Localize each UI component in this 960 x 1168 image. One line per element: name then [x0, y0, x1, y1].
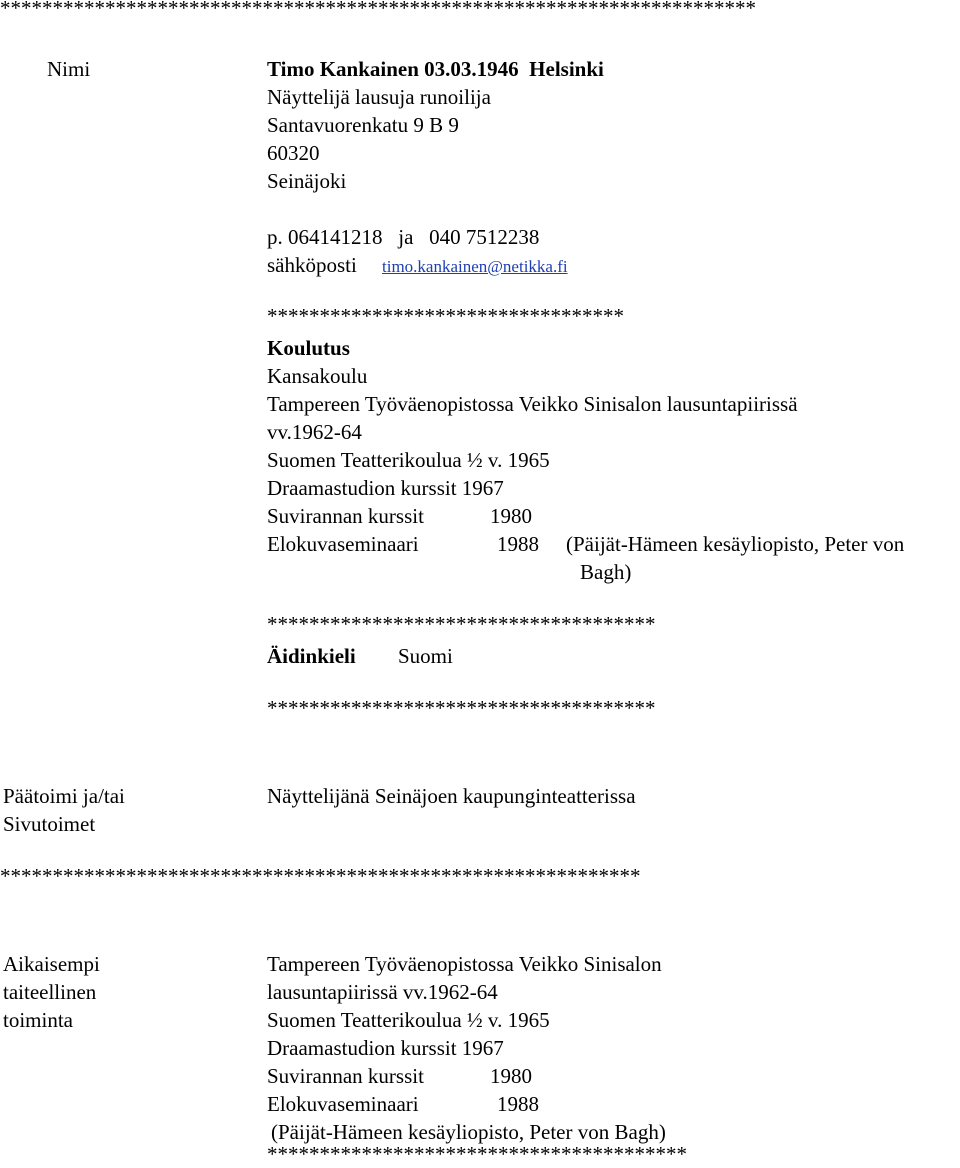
education-item: vv.1962-64 — [267, 420, 362, 444]
aikaisempi-label: Aikaisempi — [3, 952, 100, 976]
separator-stars-2: ************************************* — [267, 612, 656, 636]
activity-item: Draamastudion kurssit 1967 — [267, 1036, 504, 1060]
paatoimi-label: Päätoimi ja/tai — [3, 784, 125, 808]
education-item-note-cont: Bagh) — [580, 560, 632, 584]
education-item: Draamastudion kurssit 1967 — [267, 476, 504, 500]
activity-item-name: Suvirannan kurssit — [267, 1064, 424, 1088]
activity-item-year: 1988 — [497, 1092, 539, 1116]
sivutoimet-label: Sivutoimet — [3, 812, 96, 836]
education-item-year: 1988 — [497, 532, 539, 556]
education-item: Tampereen Työväenopistossa Veikko Sinisalon lausuntapiirissä — [267, 392, 798, 416]
education-item: Suomen Teatterikoulua ½ v. 1965 — [267, 448, 550, 472]
activity-item: lausuntapiirissä vv.1962-64 — [267, 980, 498, 1004]
separator-stars-4: ************************************************************* — [0, 864, 641, 888]
profession: Näyttelijä lausuja runoilija — [267, 85, 491, 109]
name-line: Timo Kankainen 03.03.1946 Helsinki — [267, 57, 604, 81]
email-link[interactable]: timo.kankainen@netikka.fi — [382, 257, 568, 276]
postal-code: 60320 — [267, 141, 320, 165]
separator-stars-3: ************************************* — [267, 696, 656, 720]
email-label: sähköposti — [267, 253, 357, 277]
separator-stars-5: **************************************** — [267, 1142, 687, 1166]
paatoimi-value: Näyttelijänä Seinäjoen kaupunginteatterissa — [267, 784, 636, 808]
activity-item: Suomen Teatterikoulua ½ v. 1965 — [267, 1008, 550, 1032]
education-item-name: Elokuvaseminaari — [267, 532, 419, 556]
phone-numbers: p. 064141218 ja 040 7512238 — [267, 225, 540, 249]
activity-item: Tampereen Työväenopistossa Veikko Sinisalon — [267, 952, 662, 976]
separator-stars-1: ********************************** — [267, 304, 624, 328]
separator-stars-top: ************************************************************************ — [0, 0, 756, 20]
aidinkieli-value: Suomi — [398, 644, 453, 668]
activity-item-note: (Päijät-Hämeen kesäyliopisto, Peter von Bagh) — [271, 1120, 666, 1144]
koulutus-heading: Koulutus — [267, 336, 350, 360]
education-item-year: 1980 — [490, 504, 532, 528]
city: Seinäjoki — [267, 169, 347, 193]
street-address: Santavuorenkatu 9 B 9 — [267, 113, 459, 137]
aidinkieli-label: Äidinkieli — [267, 644, 356, 668]
education-item-name: Suvirannan kurssit — [267, 504, 424, 528]
education-item: Kansakoulu — [267, 364, 368, 388]
activity-item-year: 1980 — [490, 1064, 532, 1088]
taiteellinen-label: taiteellinen — [3, 980, 97, 1004]
education-item-note: (Päijät-Hämeen kesäyliopisto, Peter von — [566, 532, 905, 556]
nimi-label: Nimi — [47, 57, 91, 81]
activity-item-name: Elokuvaseminaari — [267, 1092, 419, 1116]
toiminta-label: toiminta — [3, 1008, 73, 1032]
